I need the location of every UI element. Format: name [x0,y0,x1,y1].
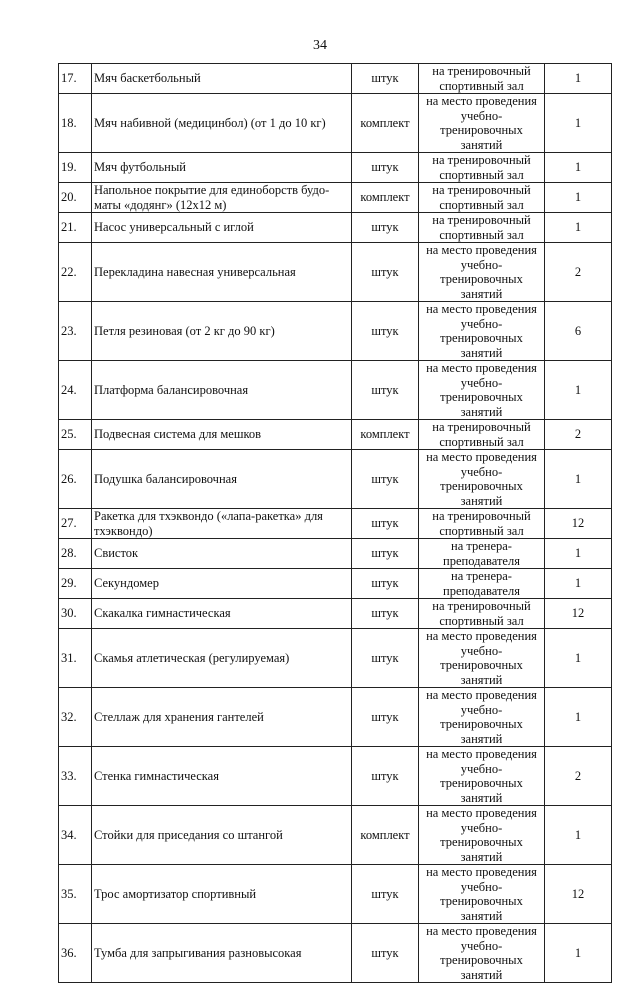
row-number: 22. [59,243,92,302]
unit-of-measure: штук [352,539,419,569]
quantity: 1 [545,688,612,747]
allocation: на тренировочный спортивный зал [419,183,545,213]
table-row [59,865,612,924]
quantity: 1 [545,153,612,183]
unit-of-measure: штук [352,302,419,361]
row-number: 32. [59,688,92,747]
item-name: Тумба для запрыгивания разновысокая [92,924,352,983]
row-number: 27. [59,509,92,539]
item-name: Напольное покрытие для единоборств будо-маты «додянг» (12х12 м) [92,183,352,213]
quantity: 1 [545,213,612,243]
unit-of-measure: штук [352,924,419,983]
item-name: Перекладина навесная универсальная [92,243,352,302]
unit-of-measure: комплект [352,94,419,153]
quantity: 1 [545,183,612,213]
quantity: 1 [545,569,612,599]
quantity: 1 [545,450,612,509]
unit-of-measure: штук [352,688,419,747]
item-name: Мяч футбольный [92,153,352,183]
row-number: 30. [59,599,92,629]
unit-of-measure: штук [352,629,419,688]
item-name: Трос амортизатор спортивный [92,865,352,924]
table-row [59,569,612,599]
table-row [59,94,612,153]
allocation: на тренировочный спортивный зал [419,64,545,94]
unit-of-measure: штук [352,213,419,243]
item-name: Стенка гимнастическая [92,747,352,806]
quantity: 1 [545,539,612,569]
allocation: на место проведения учебно-тренировочных занятий [419,243,545,302]
allocation: на тренировочный спортивный зал [419,599,545,629]
item-name: Мяч баскетбольный [92,64,352,94]
unit-of-measure: штук [352,153,419,183]
table-row [59,64,612,94]
quantity: 1 [545,629,612,688]
unit-of-measure: штук [352,747,419,806]
item-name: Петля резиновая (от 2 кг до 90 кг) [92,302,352,361]
unit-of-measure: комплект [352,420,419,450]
quantity: 12 [545,599,612,629]
row-number: 18. [59,94,92,153]
unit-of-measure: штук [352,361,419,420]
item-name: Секундомер [92,569,352,599]
quantity: 1 [545,361,612,420]
allocation: на тренировочный спортивный зал [419,213,545,243]
unit-of-measure: штук [352,450,419,509]
row-number: 34. [59,806,92,865]
table-row [59,688,612,747]
table-row [59,806,612,865]
allocation: на место проведения учебно-тренировочных занятий [419,747,545,806]
allocation: на место проведения учебно-тренировочных занятий [419,629,545,688]
item-name: Подвесная система для мешков [92,420,352,450]
allocation: на тренера-преподавателя [419,569,545,599]
allocation: на место проведения учебно-тренировочных занятий [419,450,545,509]
allocation: на место проведения учебно-тренировочных занятий [419,302,545,361]
item-name: Стойки для приседания со штангой [92,806,352,865]
row-number: 24. [59,361,92,420]
item-name: Ракетка для тхэквондо («лапа-ракетка» для тхэквондо) [92,509,352,539]
item-name: Скамья атлетическая (регулируемая) [92,629,352,688]
unit-of-measure: штук [352,64,419,94]
allocation: на место проведения учебно-тренировочных занятий [419,688,545,747]
table-row [59,302,612,361]
table-row [59,509,612,539]
allocation: на место проведения учебно-тренировочных занятий [419,924,545,983]
table-row [59,183,612,213]
allocation: на место проведения учебно-тренировочных занятий [419,361,545,420]
row-number: 21. [59,213,92,243]
row-number: 20. [59,183,92,213]
row-number: 17. [59,64,92,94]
item-name: Подушка балансировочная [92,450,352,509]
row-number: 36. [59,924,92,983]
table-row [59,213,612,243]
unit-of-measure: штук [352,509,419,539]
table-body [59,64,612,983]
unit-of-measure: комплект [352,806,419,865]
row-number: 25. [59,420,92,450]
item-name: Свисток [92,539,352,569]
table-row [59,924,612,983]
quantity: 1 [545,924,612,983]
allocation: на тренера-преподавателя [419,539,545,569]
quantity: 1 [545,64,612,94]
table-row [59,420,612,450]
quantity: 2 [545,420,612,450]
unit-of-measure: штук [352,243,419,302]
quantity: 2 [545,747,612,806]
item-name: Насос универсальный с иглой [92,213,352,243]
quantity: 12 [545,509,612,539]
unit-of-measure: штук [352,569,419,599]
equipment-table [58,63,612,983]
unit-of-measure: комплект [352,183,419,213]
unit-of-measure: штук [352,599,419,629]
row-number: 19. [59,153,92,183]
row-number: 28. [59,539,92,569]
allocation: на место проведения учебно-тренировочных занятий [419,94,545,153]
allocation: на тренировочный спортивный зал [419,509,545,539]
table-row [59,599,612,629]
table-row [59,243,612,302]
quantity: 12 [545,865,612,924]
quantity: 1 [545,806,612,865]
table-row [59,153,612,183]
allocation: на место проведения учебно-тренировочных занятий [419,865,545,924]
table-row [59,539,612,569]
quantity: 2 [545,243,612,302]
table-row [59,629,612,688]
row-number: 23. [59,302,92,361]
item-name: Мяч набивной (медицинбол) (от 1 до 10 кг) [92,94,352,153]
table-row [59,361,612,420]
row-number: 26. [59,450,92,509]
quantity: 6 [545,302,612,361]
row-number: 35. [59,865,92,924]
allocation: на место проведения учебно-тренировочных занятий [419,806,545,865]
table-row [59,450,612,509]
table-row [59,747,612,806]
item-name: Стеллаж для хранения гантелей [92,688,352,747]
quantity: 1 [545,94,612,153]
allocation: на тренировочный спортивный зал [419,420,545,450]
row-number: 29. [59,569,92,599]
item-name: Платформа балансировочная [92,361,352,420]
row-number: 31. [59,629,92,688]
row-number: 33. [59,747,92,806]
page-number: 34 [313,38,327,53]
allocation: на тренировочный спортивный зал [419,153,545,183]
unit-of-measure: штук [352,865,419,924]
item-name: Скакалка гимнастическая [92,599,352,629]
